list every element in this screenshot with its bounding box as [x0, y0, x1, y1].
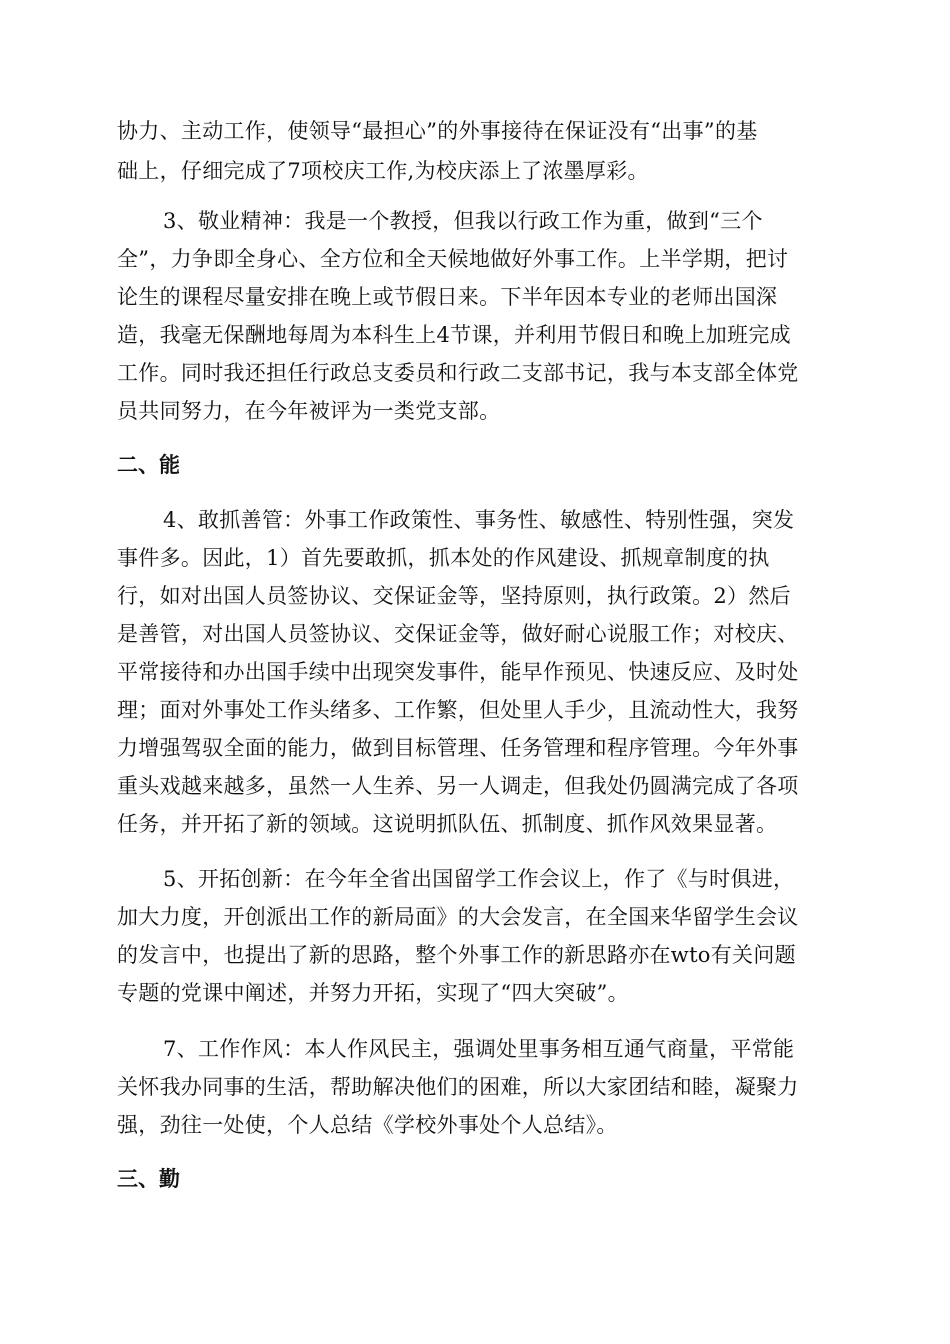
paragraph-line: 任务，并开拓了新的领域。这说明抓队伍、抓制度、抓作风效果显著。 — [117, 812, 778, 836]
paragraph-line: 关怀我办同事的生活，帮助解决他们的困难，所以大家团结和睦，凝聚力 — [117, 1075, 799, 1099]
paragraph-line: 全”，力争即全身心、全方位和全天候地做好外事工作。上半学期，把讨 — [117, 247, 789, 271]
paragraph-line: 协力、主动工作，使领导“最担心”的外事接待在保证没有“出事”的基 — [117, 119, 758, 143]
paragraph-line: 行，如对出国人员签协议、交保证金等，坚持原则，执行政策。2）然后 — [117, 584, 791, 608]
paragraph-line: 强，劲往一处使，个人总结《学校外事处个人总结》。 — [117, 1113, 618, 1137]
paragraph-line: 7、工作作风：本人作风民主，强调处里事务相互通气商量，平常能 — [163, 1037, 795, 1061]
paragraph-line: 4、敢抓善管：外事工作政策性、事务性、敏感性、特别性强，突发 — [163, 508, 795, 532]
paragraph-line: 加大力度，开创派出工作的新局面》的大会发言，在全国来华留学生会议 — [117, 905, 799, 929]
section-heading: 二、能 — [117, 453, 180, 477]
paragraph-line: 5、开拓创新：在今年全省出国留学工作会议上，作了《与时俱进， — [163, 867, 795, 891]
paragraph-line: 平常接待和办出国手续中出现突发事件，能早作预见、快速反应、及时处 — [117, 660, 799, 684]
paragraph-line: 工作。同时我还担任行政总支委员和行政二支部书记，我与本支部全体党 — [117, 361, 799, 385]
paragraph-line: 础上，仔细完成了7项校庆工作,为校庆添上了浓墨厚彩。 — [117, 159, 649, 183]
paragraph-line: 论生的课程尽量安排在晚上或节假日来。下半年因本专业的老师出国深 — [117, 285, 778, 309]
paragraph-line: 重头戏越来越多，虽然一人生养、另一人调走，但我处仍圆满完成了各项 — [117, 774, 799, 798]
paragraph-line: 理；面对外事处工作头绪多、工作繁，但处里人手少，且流动性大，我努 — [117, 698, 799, 722]
paragraph-line: 造，我毫无保酬地每周为本科生上4节课，并利用节假日和晚上加班完成 — [117, 323, 791, 347]
paragraph-line: 是善管，对出国人员签协议、交保证金等，做好耐心说服工作；对校庆、 — [117, 622, 799, 646]
paragraph-line: 3、敬业精神：我是一个教授，但我以行政工作为重，做到“三个 — [163, 209, 763, 233]
paragraph-line: 事件多。因此，1）首先要敢抓，抓本处的作风建设、抓规章制度的执 — [117, 546, 770, 570]
paragraph-line: 专题的党课中阐述，并努力开拓，实现了“四大突破”。 — [117, 981, 629, 1005]
section-heading: 三、勤 — [117, 1167, 180, 1191]
paragraph-line: 员共同努力，在今年被评为一类党支部。 — [117, 399, 501, 423]
paragraph-line: 力增强驾驭全面的能力，做到目标管理、任务管理和程序管理。今年外事 — [117, 736, 799, 760]
paragraph-line: 的发言中，也提出了新的思路，整个外事工作的新思路亦在wto有关问题 — [117, 943, 796, 967]
